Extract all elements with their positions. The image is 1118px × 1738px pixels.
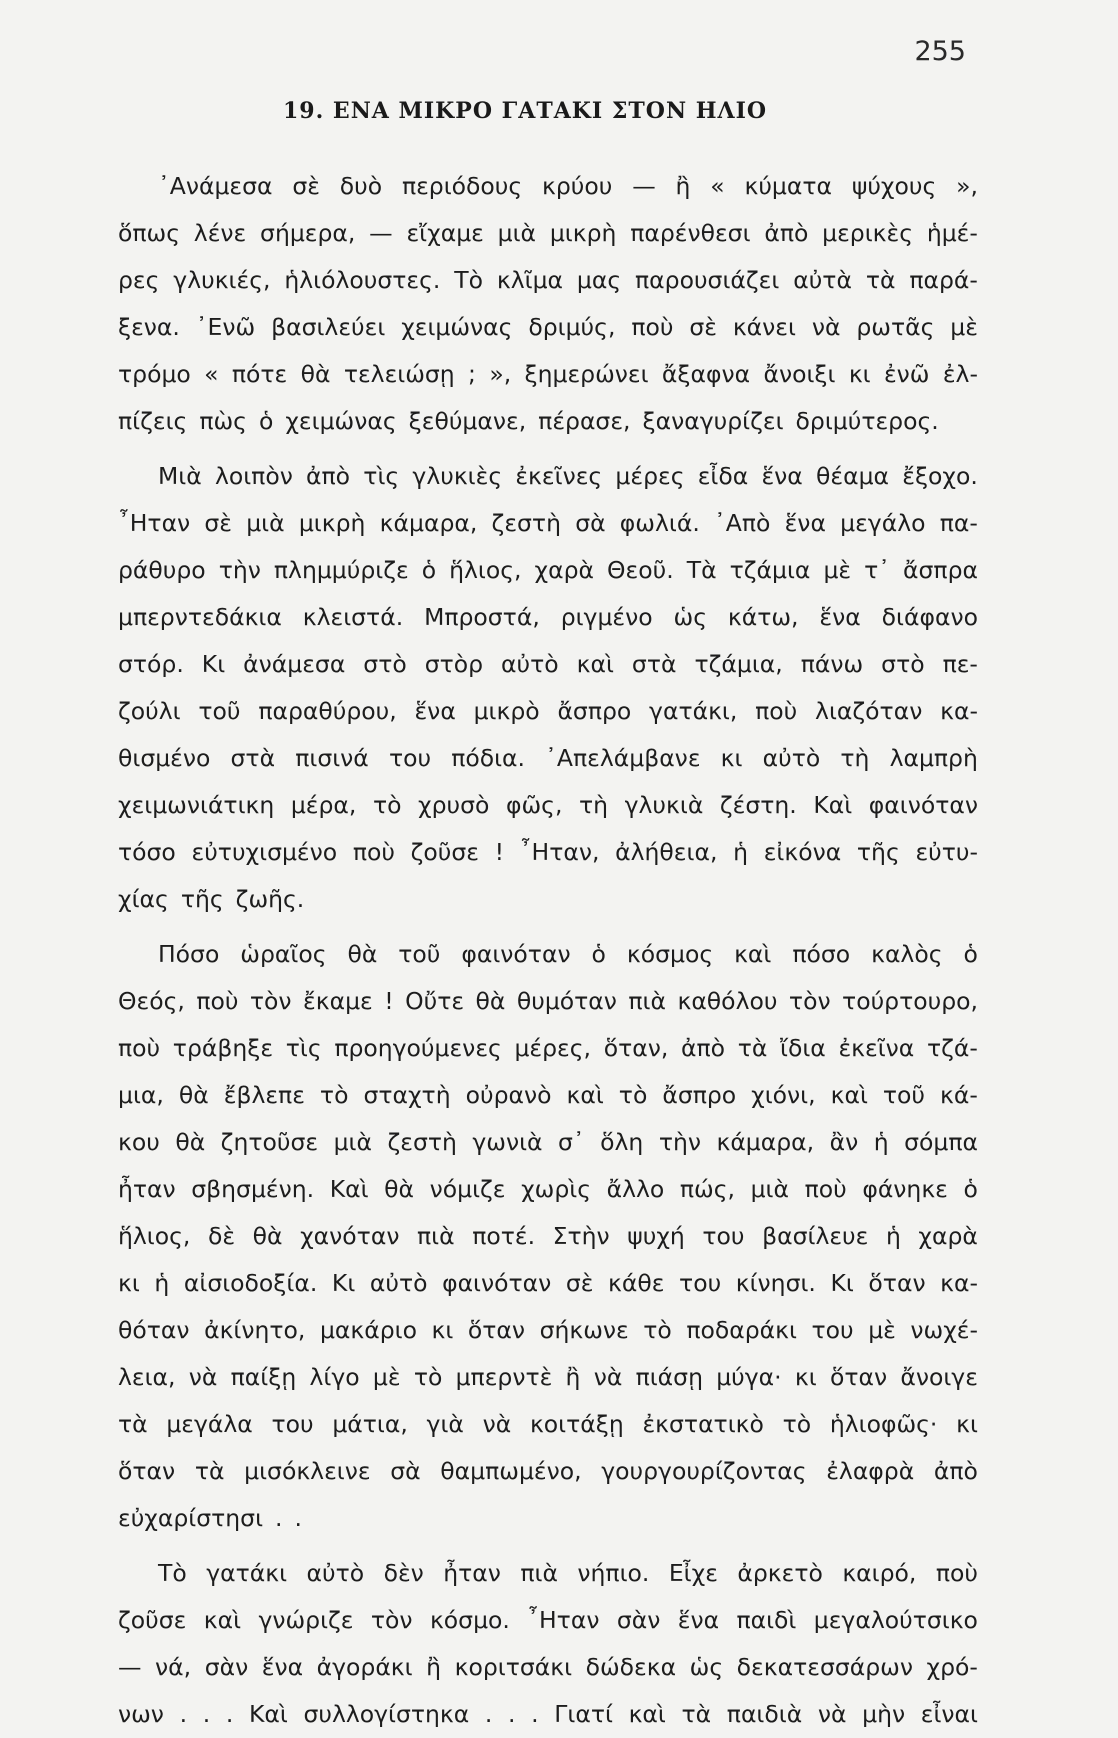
text-line: Πόσο ὡραῖος θὰ τοῦ φαινόταν ὁ κόσμος καὶ πόσο καλὸς ὁ (158, 940, 978, 968)
text-line: κι ἡ αἰσιοδοξία. Κι αὐτὸ φαινόταν σὲ κάθε του κίνησι. Κι ὅταν κα- (118, 1269, 978, 1297)
text-line: λεια, νὰ παίξῃ λίγο μὲ τὸ μπερντὲ ἢ νὰ πιάσῃ μύγα· κι ὅταν ἄνοιγε (118, 1363, 978, 1391)
text-line: ζούλι τοῦ παραθύρου, ἕνα μικρὸ ἄσπρο γατάκι, ποὺ λιαζόταν κα- (118, 697, 978, 725)
text-line: εὐχαρίστησι . . (118, 1504, 302, 1532)
text-line: τρόμο « πότε θὰ τελειώσῃ ; », ξημερώνει ἄξαφνα ἄνοιξι κι ἐνῶ ἐλ- (118, 360, 978, 388)
text-line: Μιὰ λοιπὸν ἀπὸ τὶς γλυκιὲς ἐκεῖνες μέρες εἶδα ἕνα θέαμα ἔξοχο. (158, 462, 978, 490)
text-line: μια, θὰ ἔβλεπε τὸ σταχτὴ οὐρανὸ καὶ τὸ ἄσπρο χιόνι, καὶ τοῦ κά- (118, 1081, 978, 1109)
paragraph-3 (118, 931, 978, 1542)
text-line: Θεός, ποὺ τὸν ἔκαμε ! Οὔτε θὰ θυμόταν πιὰ καθόλου τὸν τούρτουρο, (118, 987, 978, 1015)
body-text (118, 163, 978, 1738)
paragraph-2 (118, 453, 978, 923)
text-line: μπερντεδάκια κλειστά. Μπροστά, ριγμένο ὡς κάτω, ἕνα διάφανο (118, 603, 978, 631)
text-line: ὅταν τὰ μισόκλεινε σὰ θαμπωμένο, γουργουρίζοντας ἐλαφρὰ ἀπὸ (118, 1457, 978, 1485)
text-line: ὅπως λένε σήμερα, — εἴχαμε μιὰ μικρὴ παρένθεσι ἀπὸ μερικὲς ἡμέ- (118, 219, 978, 247)
text-line: ρες γλυκιές, ἡλιόλουστες. Τὸ κλῖμα μας παρουσιάζει αὐτὰ τὰ παρά- (118, 266, 978, 294)
page-number: 255 (914, 36, 966, 67)
text-line: τὰ μεγάλα του μάτια, γιὰ νὰ κοιτάξῃ ἐκστατικὸ τὸ ἡλιοφῶς· κι (118, 1410, 978, 1438)
text-line: θισμένο στὰ πισινά του πόδια. ᾿Απελάμβανε κι αὐτὸ τὴ λαμπρὴ (118, 744, 978, 772)
text-line: ζοῦσε καὶ γνώριζε τὸν κόσμο. ῏Ηταν σὰν ἕνα παιδὶ μεγαλούτσικο (118, 1606, 978, 1634)
paragraph-4 (118, 1550, 978, 1738)
text-line: θόταν ἀκίνητο, μακάριο κι ὅταν σήκωνε τὸ ποδαράκι του μὲ νωχέ- (118, 1316, 978, 1344)
text-line: τόσο εὐτυχισμένο ποὺ ζοῦσε ! ῏Ηταν, ἀλήθεια, ἡ εἰκόνα τῆς εὐτυ- (118, 838, 978, 866)
text-line: ἥλιος, δὲ θὰ χανόταν πιὰ ποτέ. Στὴν ψυχή του βασίλευε ἡ χαρὰ (118, 1222, 978, 1250)
chapter-title: 19. ΕΝΑ ΜΙΚΡΟ ΓΑΤΑΚΙ ΣΤΟΝ ΗΛΙΟ (283, 98, 768, 124)
text-line: Τὸ γατάκι αὐτὸ δὲν ἦταν πιὰ νήπιο. Εἶχε ἀρκετὸ καιρό, ποὺ (158, 1559, 978, 1587)
paragraph-1 (118, 163, 978, 445)
text-line: ᾿Ανάμεσα σὲ δυὸ περιόδους κρύου — ἢ « κύματα ψύχους », (158, 172, 978, 200)
text-line: ἦταν σβησμένη. Καὶ θὰ νόμιζε χωρὶς ἄλλο πώς, μιὰ ποὺ φάνηκε ὁ (118, 1175, 978, 1203)
text-line: χειμωνιάτικη μέρα, τὸ χρυσὸ φῶς, τὴ γλυκιὰ ζέστη. Καὶ φαινόταν (118, 791, 978, 819)
text-line: — νά, σὰν ἕνα ἀγοράκι ἢ κοριτσάκι δώδεκα ὡς δεκατεσσάρων χρό- (118, 1653, 978, 1681)
text-line: ξενα. ᾿Ενῶ βασιλεύει χειμώνας δριμύς, ποὺ σὲ κάνει νὰ ρωτᾶς μὲ (118, 313, 978, 341)
text-line: κου θὰ ζητοῦσε μιὰ ζεστὴ γωνιὰ σ᾿ ὅλη τὴν κάμαρα, ἂν ἡ σόμπα (118, 1128, 978, 1156)
text-line: νων . . . Καὶ συλλογίστηκα . . . Γιατί καὶ τὰ παιδιὰ νὰ μὴν εἶναι (118, 1700, 978, 1728)
text-line: ποὺ τράβηξε τὶς προηγούμενες μέρες, ὅταν, ἀπὸ τὰ ἴδια ἐκεῖνα τζά- (118, 1034, 978, 1062)
text-line: χίας τῆς ζωῆς. (118, 885, 305, 913)
text-line: ῏Ηταν σὲ μιὰ μικρὴ κάμαρα, ζεστὴ σὰ φωλιά. ᾿Απὸ ἕνα μεγάλο πα- (118, 509, 978, 537)
text-line: ράθυρο τὴν πλημμύριζε ὁ ἥλιος, χαρὰ Θεοῦ. Τὰ τζάμια μὲ τ᾿ ἄσπρα (118, 556, 978, 584)
text-line: στόρ. Κι ἀνάμεσα στὸ στὸρ αὐτὸ καὶ στὰ τζάμια, πάνω στὸ πε- (118, 650, 978, 678)
text-line: πίζεις πὼς ὁ χειμώνας ξεθύμανε, πέρασε, ξαναγυρίζει δριμύτερος. (118, 407, 939, 435)
